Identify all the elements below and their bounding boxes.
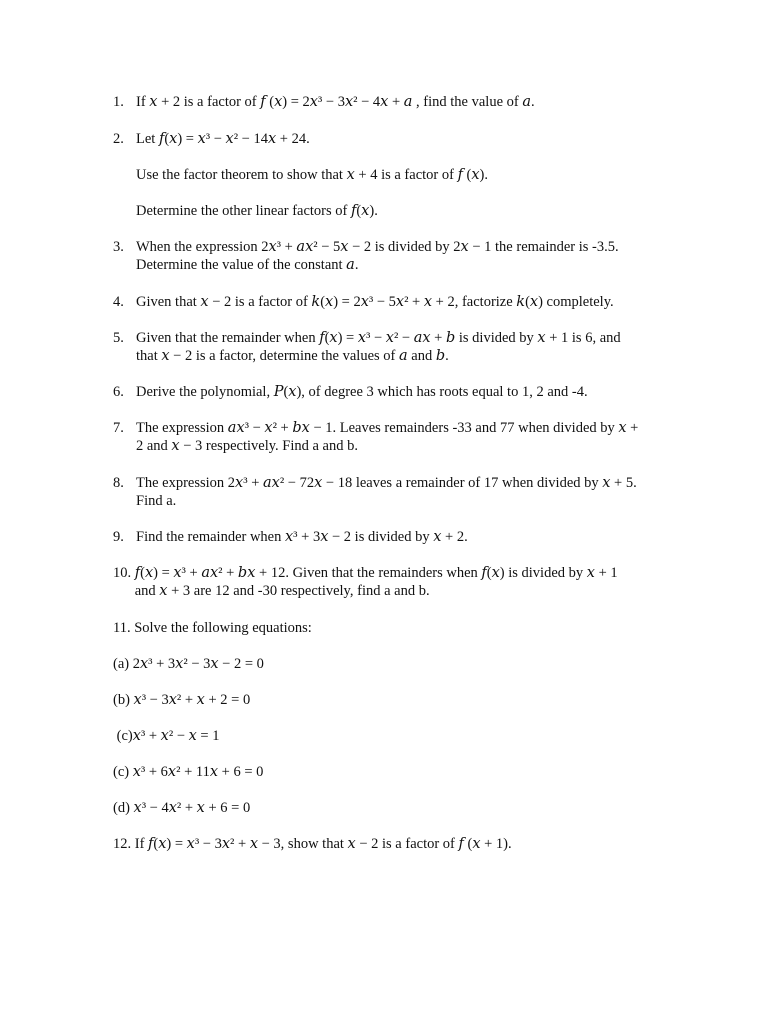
- question-text: [136, 166, 681, 184]
- question-number: 8.: [113, 475, 124, 491]
- question-line: The expression 𝑎𝑥³ − 𝑥² + 𝑏𝑥 − 1. Leaves remainders -33 and 77 when divided by 𝑥 +: [136, 420, 639, 436]
- question-line: 12. If 𝑓(𝑥) = 𝑥³ − 3𝑥² + 𝑥 − 3, show that 𝑥 − 2 is a factor of 𝑓 (𝑥 + 1).: [113, 836, 512, 852]
- question-number: 7.: [113, 420, 124, 436]
- question-text: [113, 564, 683, 600]
- question-number: 9.: [113, 529, 124, 545]
- question-line: Find the remainder when 𝑥³ + 3𝑥 − 2 is divided by 𝑥 + 2.: [136, 529, 468, 545]
- question-line: Given that 𝑥 − 2 is a factor of 𝑘(𝑥) = 2𝑥³ − 5𝑥² + 𝑥 + 2, factorize 𝑘(𝑥) completely.: [136, 294, 614, 310]
- question-line: The expression 2𝑥³ + 𝑎𝑥² − 72𝑥 − 18 leaves a remainder of 17 when divided by 𝑥 + 5.: [136, 475, 637, 491]
- question-number: 3.: [113, 239, 124, 255]
- question-text: [136, 528, 681, 546]
- equation-line: (c) 𝑥³ + 6𝑥² + 11𝑥 + 6 = 0: [113, 764, 264, 780]
- equation-line: (c)𝑥³ + 𝑥² − 𝑥 = 1: [113, 728, 220, 744]
- equation-line: (a) 2𝑥³ + 3𝑥² − 3𝑥 − 2 = 0: [113, 656, 264, 672]
- question-line: Let 𝑓(𝑥) = 𝑥³ − 𝑥² − 14𝑥 + 24.: [136, 131, 310, 147]
- question-text: [136, 293, 681, 311]
- question-line: 10. 𝑓(𝑥) = 𝑥³ + 𝑎𝑥² + 𝑏𝑥 + 12. Given that the remainders when 𝑓(𝑥) is divided by 𝑥 + 1: [113, 565, 618, 581]
- question-text: [136, 238, 681, 274]
- question-line: Derive the polynomial, 𝑃(𝑥), of degree 3 which has roots equal to 1, 2 and -4.: [136, 384, 588, 400]
- question-text: [113, 619, 683, 637]
- question-number: 2.: [113, 131, 124, 147]
- question-text: [113, 763, 683, 781]
- question-text: [136, 329, 681, 365]
- question-line: Use the factor theorem to show that 𝑥 + 4 is a factor of 𝑓 (𝑥).: [136, 167, 489, 183]
- question-number: 5.: [113, 330, 124, 346]
- equation-line: (b) 𝑥³ − 3𝑥² + 𝑥 + 2 = 0: [113, 692, 251, 708]
- question-line: Given that the remainder when 𝑓(𝑥) = 𝑥³ − 𝑥² − 𝑎𝑥 + 𝑏 is divided by 𝑥 + 1 is 6, and: [136, 330, 621, 346]
- equation-line: (d) 𝑥³ − 4𝑥² + 𝑥 + 6 = 0: [113, 800, 251, 816]
- question-line: and 𝑥 + 3 are 12 and -30 respectively, find a and b.: [113, 583, 430, 599]
- question-line: Determine the value of the constant 𝑎.: [136, 257, 359, 273]
- question-text: [113, 691, 683, 709]
- question-text: [136, 130, 681, 148]
- question-line: If 𝑥 + 2 is a factor of 𝑓 (𝑥) = 2𝑥³ − 3𝑥² − 4𝑥 + 𝑎 , find the value of 𝑎.: [136, 94, 535, 110]
- question-text: [136, 474, 681, 510]
- question-text: [136, 202, 681, 220]
- question-number: 1.: [113, 94, 124, 110]
- question-line: Determine the other linear factors of 𝑓(𝑥).: [136, 203, 378, 219]
- question-text: [113, 727, 683, 745]
- question-text: [136, 383, 681, 401]
- question-line: that 𝑥 − 2 is a factor, determine the values of 𝑎 and 𝑏.: [136, 348, 449, 364]
- question-line: 11. Solve the following equations:: [113, 620, 312, 636]
- question-line: When the expression 2𝑥³ + 𝑎𝑥² − 5𝑥 − 2 is divided by 2𝑥 − 1 the remainder is -3.5.: [136, 239, 619, 255]
- question-text: [136, 419, 681, 455]
- question-number: 6.: [113, 384, 124, 400]
- question-text: [113, 835, 683, 853]
- question-line: Find a.: [136, 493, 177, 509]
- question-line: 2 and 𝑥 − 3 respectively. Find a and b.: [136, 438, 358, 454]
- question-number: 4.: [113, 294, 124, 310]
- question-text: [136, 93, 681, 111]
- question-text: [113, 799, 683, 817]
- question-text: [113, 655, 683, 673]
